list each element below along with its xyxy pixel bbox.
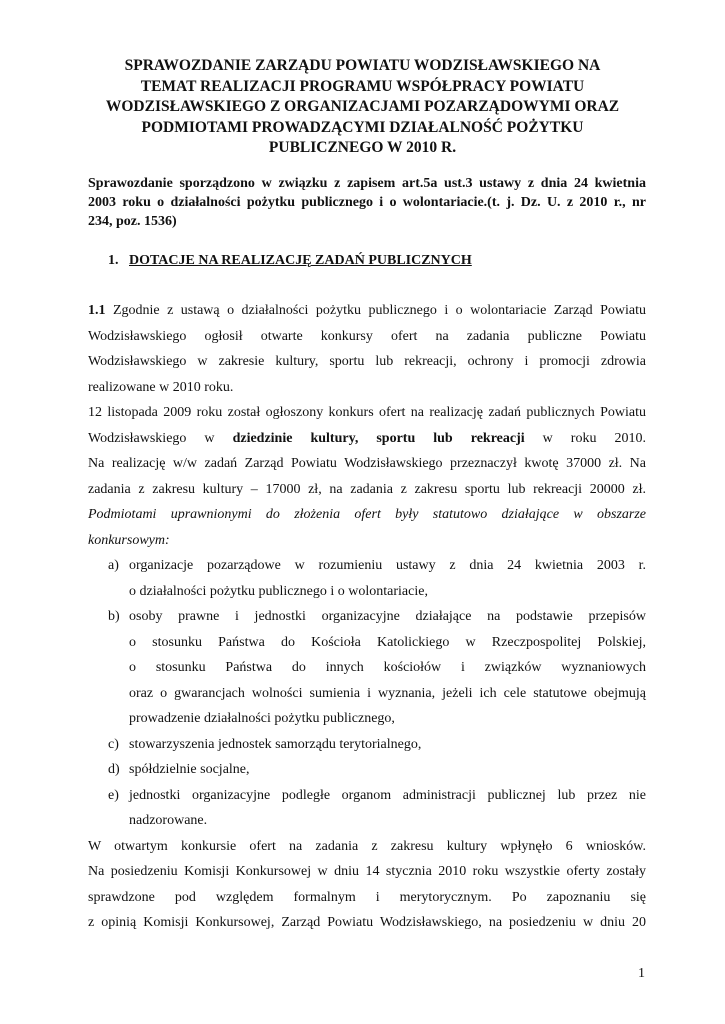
text-line: oraz o gwarancjach wolności sumienia i wyznania, jeżeli ich cele statutowe obejmują	[129, 685, 646, 701]
text-line: Na posiedzeniu Komisji Konkursowej w dniu 14 stycznia 2010 roku wszystkie oferty zostały	[88, 864, 646, 879]
text-line: o stosunku Państwa do innych kościołów i związków wyznaniowych	[129, 660, 646, 675]
text-line: zadania z zakresu kultury – 17000 zł, na zadania z zakresu sportu lub rekreacji 20000 zł.	[88, 481, 646, 497]
text-line: Wodzisławskiego ogłosił otwarte konkursy ofert na zadania publiczne Powiatu	[88, 328, 646, 344]
list-item	[108, 737, 646, 757]
intro-paragraph	[88, 174, 646, 231]
text-line: Podmiotami uprawnionymi do złożenia ofert były statutowo działające w obszarze	[88, 507, 646, 522]
list-label: d)	[108, 762, 120, 777]
list-item	[108, 762, 646, 782]
text-segment: organizacje pozarządowe w rozumieniu ustawy z dnia 24 kwietnia 2003 r.	[129, 558, 646, 573]
intro-line: 234, poz. 1536)	[88, 214, 177, 229]
section-number: 1.	[108, 253, 119, 268]
text-line	[88, 303, 646, 323]
text-segment: spółdzielnie socjalne,	[129, 762, 250, 777]
text-line: W otwartym konkursie ofert na zadania z zakresu kultury wpłynęło 6 wniosków.	[88, 838, 646, 854]
paragraph-number: 1.1	[88, 303, 106, 318]
text-line: 12 listopada 2009 roku został ogłoszony konkurs ofert na realizację zadań publicznych Powiatu	[88, 405, 646, 420]
text-segment: jednostki organizacyjne podległe organom administracji publicznej lub przez nie	[129, 787, 646, 803]
list-item	[108, 558, 646, 578]
list-item	[108, 788, 646, 808]
text-line: konkursowym:	[88, 532, 170, 548]
list-label: e)	[108, 787, 119, 803]
text-line: o działalności pożytku publicznego i o wolontariacie,	[129, 583, 428, 599]
title-line: PUBLICZNEGO W 2010 R.	[268, 139, 457, 156]
text-line: sprawdzone pod względem formalnym i merytorycznym. Po zapoznaniu się	[88, 889, 646, 905]
text-line: realizowane w 2010 roku.	[88, 379, 234, 395]
title-line: TEMAT REALIZACJI PROGRAMU WSPÓŁPRACY POWIATU	[140, 77, 585, 95]
section-title: DOTACJE NA REALIZACJĘ ZADAŃ PUBLICZNYCH	[129, 253, 472, 268]
text-segment: stowarzyszenia jednostek samorządu terytorialnego,	[129, 736, 422, 752]
section-heading	[108, 253, 472, 269]
page-number: 1	[638, 966, 645, 981]
text-line	[88, 431, 646, 451]
list-label: b)	[108, 609, 120, 624]
text-line: z opinią Komisji Konkursowej, Zarząd Powiatu Wodzisławskiego, na posiedzeniu w dniu 20	[88, 915, 646, 930]
list-item	[108, 609, 646, 629]
report-title	[90, 56, 635, 159]
text-segment: Zgodnie z ustawą o działalności pożytku publicznego i o wolontariacie Zarząd Powiatu	[105, 303, 646, 318]
text-line: Wodzisławskiego w zakresie kultury, sportu lub rekreacji, ochrony i promocji zdrowia	[88, 354, 646, 369]
text-line: prowadzenie działalności pożytku publicznego,	[129, 711, 395, 726]
text-line: Na realizację w/w zadań Zarząd Powiatu Wodzisławskiego przeznaczył kwotę 37000 zł. Na	[88, 456, 646, 471]
intro-line: Sprawozdanie sporządzono w związku z zapisem art.5a ust.3 ustawy z dnia 24 kwietnia	[88, 176, 646, 191]
text-segment: Wodzisławskiego w	[88, 430, 233, 446]
list-label: a)	[108, 558, 119, 573]
text-line: nadzorowane.	[129, 813, 208, 828]
title-line: WODZISŁAWSKIEGO Z ORGANIZACJAMI POZARZĄDOWYMI ORAZ	[105, 98, 620, 115]
text-line: o stosunku Państwa do Kościoła Katolickiego w Rzeczpospolitej Polskiej,	[129, 634, 646, 650]
text-segment: w roku 2010.	[524, 430, 646, 446]
intro-line: 2003 roku o działalności pożytku publicznego i o wolontariacie.(t. j. Dz. U. z 2010 r., nr	[88, 195, 646, 210]
text-segment: osoby prawne i jednostki organizacyjne działające na podstawie przepisów	[129, 609, 646, 624]
list-label: c)	[108, 736, 119, 752]
text-segment-bold: dziedzinie kultury, sportu lub rekreacji	[232, 430, 525, 446]
title-line: SPRAWOZDANIE ZARZĄDU POWIATU WODZISŁAWSKIEGO NA	[124, 57, 601, 74]
title-line: PODMIOTAMI PROWADZĄCYMI DZIAŁALNOŚĆ POŻYTKU	[141, 118, 584, 136]
